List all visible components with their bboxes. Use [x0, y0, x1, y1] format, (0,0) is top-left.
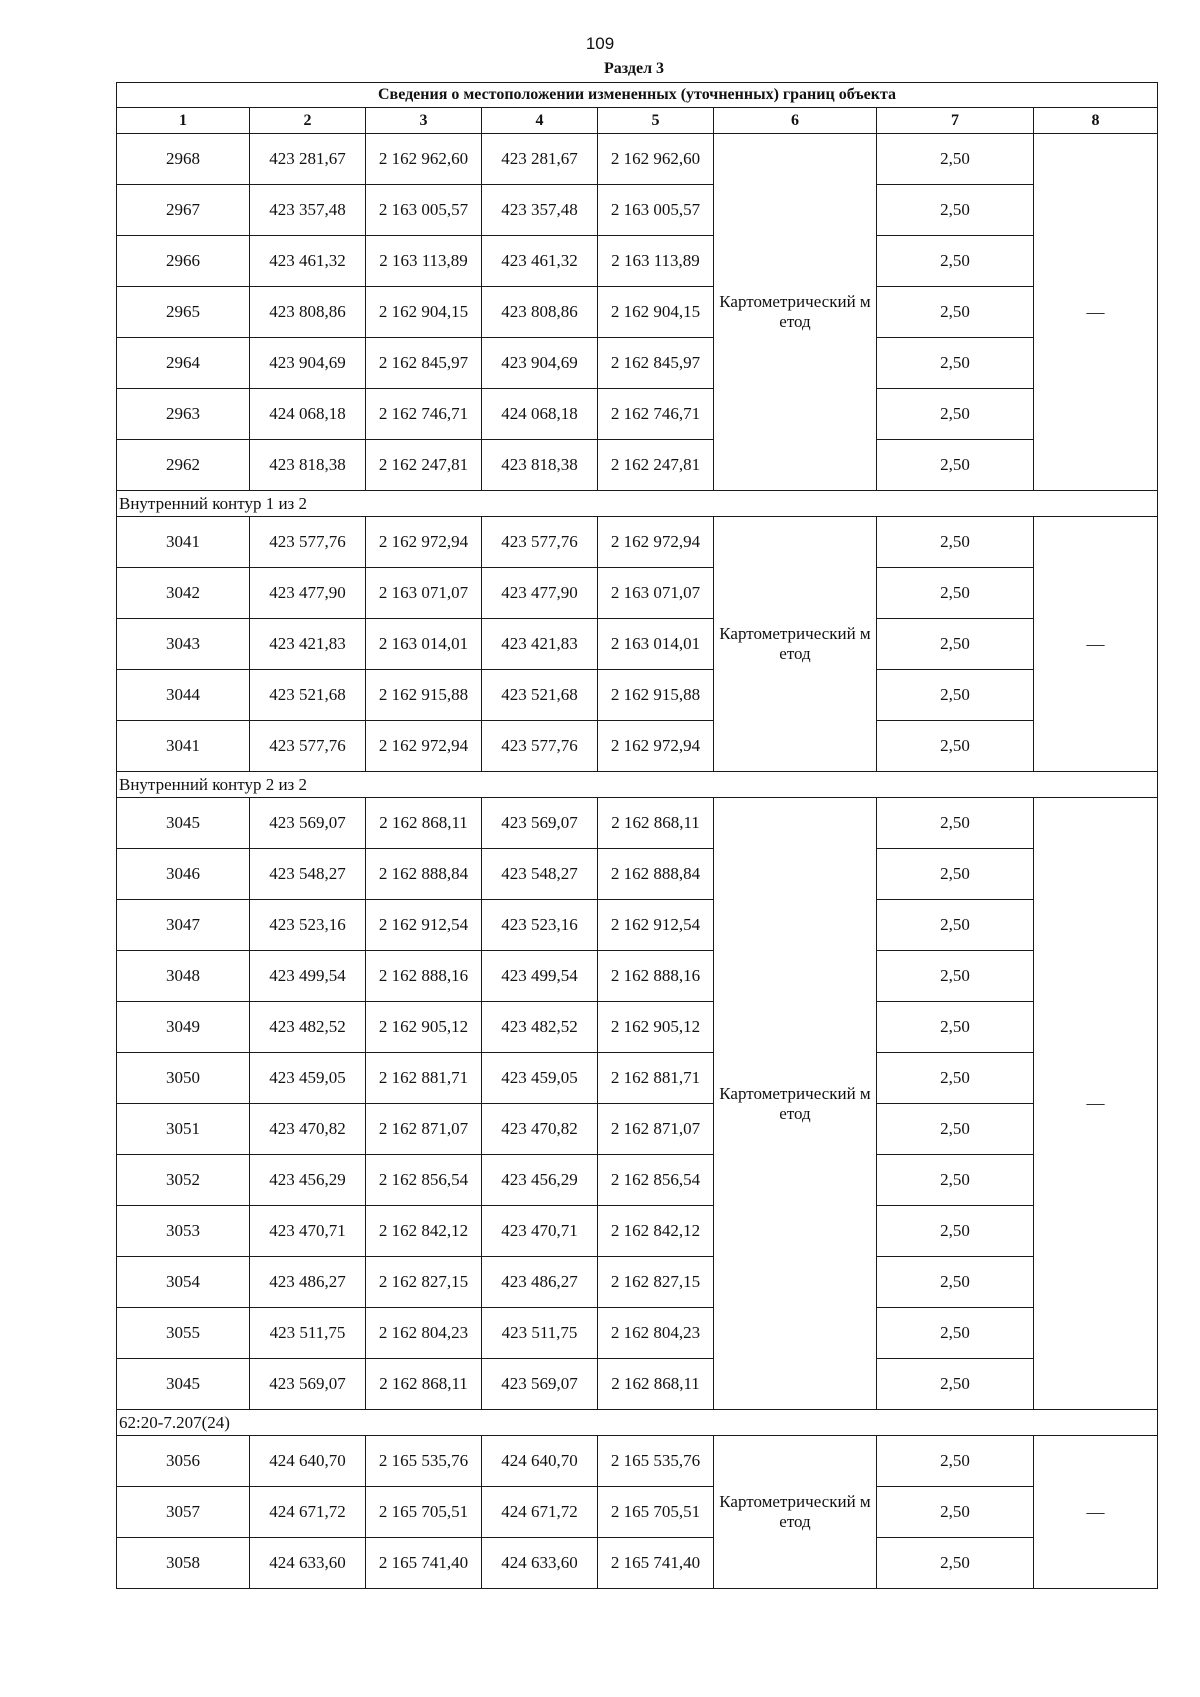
x-refined-cell: 423 499,54 [482, 951, 598, 1002]
accuracy-cell: 2,50 [877, 721, 1034, 772]
y-existing-cell: 2 162 915,88 [366, 670, 482, 721]
x-refined-cell: 423 456,29 [482, 1155, 598, 1206]
accuracy-cell: 2,50 [877, 1538, 1034, 1589]
y-refined-cell: 2 162 888,16 [598, 951, 714, 1002]
y-existing-cell: 2 162 804,23 [366, 1308, 482, 1359]
x-existing-cell: 423 577,76 [250, 721, 366, 772]
y-refined-cell: 2 162 804,23 [598, 1308, 714, 1359]
table-caption: Сведения о местоположении измененных (уточненных) границ объекта [117, 83, 1158, 108]
accuracy-cell: 2,50 [877, 1359, 1034, 1410]
table-row [117, 134, 1158, 185]
accuracy-cell: 2,50 [877, 185, 1034, 236]
x-refined-cell: 423 482,52 [482, 1002, 598, 1053]
y-refined-cell: 2 162 247,81 [598, 440, 714, 491]
x-refined-cell: 423 818,38 [482, 440, 598, 491]
y-refined-cell: 2 163 014,01 [598, 619, 714, 670]
point-number-cell: 3046 [117, 849, 250, 900]
point-number-cell: 3043 [117, 619, 250, 670]
point-number-cell: 3041 [117, 517, 250, 568]
column-8-cell: — [1034, 134, 1158, 491]
y-refined-cell: 2 163 113,89 [598, 236, 714, 287]
accuracy-cell: 2,50 [877, 1308, 1034, 1359]
table-row [117, 568, 1158, 619]
y-refined-cell: 2 162 871,07 [598, 1104, 714, 1155]
point-number-cell: 2962 [117, 440, 250, 491]
y-refined-cell: 2 162 904,15 [598, 287, 714, 338]
x-refined-cell: 423 808,86 [482, 287, 598, 338]
table-row [117, 236, 1158, 287]
y-existing-cell: 2 163 005,57 [366, 185, 482, 236]
y-refined-cell: 2 162 888,84 [598, 849, 714, 900]
x-existing-cell: 423 499,54 [250, 951, 366, 1002]
x-refined-cell: 423 459,05 [482, 1053, 598, 1104]
point-number-cell: 2967 [117, 185, 250, 236]
accuracy-cell: 2,50 [877, 900, 1034, 951]
y-existing-cell: 2 162 881,71 [366, 1053, 482, 1104]
accuracy-cell: 2,50 [877, 287, 1034, 338]
table-body [117, 134, 1158, 1589]
x-existing-cell: 423 456,29 [250, 1155, 366, 1206]
point-number-cell: 2965 [117, 287, 250, 338]
column-number-header: 4 [482, 108, 598, 134]
point-number-cell: 3053 [117, 1206, 250, 1257]
contour-label: Внутренний контур 1 из 2 [117, 491, 1158, 517]
method-cell: Картометрический метод [714, 517, 877, 772]
accuracy-cell: 2,50 [877, 517, 1034, 568]
table-row [117, 1104, 1158, 1155]
y-refined-cell: 2 163 005,57 [598, 185, 714, 236]
table-row [117, 1359, 1158, 1410]
column-8-cell: — [1034, 517, 1158, 772]
table-row [117, 185, 1158, 236]
y-refined-cell: 2 162 912,54 [598, 900, 714, 951]
y-existing-cell: 2 162 871,07 [366, 1104, 482, 1155]
point-number-cell: 3051 [117, 1104, 250, 1155]
x-existing-cell: 423 521,68 [250, 670, 366, 721]
accuracy-cell: 2,50 [877, 951, 1034, 1002]
x-existing-cell: 423 511,75 [250, 1308, 366, 1359]
y-existing-cell: 2 165 535,76 [366, 1436, 482, 1487]
y-refined-cell: 2 165 705,51 [598, 1487, 714, 1538]
table-row [117, 951, 1158, 1002]
x-refined-cell: 424 640,70 [482, 1436, 598, 1487]
x-refined-cell: 423 461,32 [482, 236, 598, 287]
x-refined-cell: 423 577,76 [482, 517, 598, 568]
y-existing-cell: 2 162 247,81 [366, 440, 482, 491]
accuracy-cell: 2,50 [877, 1487, 1034, 1538]
page-number: 109 [585, 34, 615, 53]
y-existing-cell: 2 162 856,54 [366, 1155, 482, 1206]
y-refined-cell: 2 162 868,11 [598, 798, 714, 849]
y-refined-cell: 2 162 842,12 [598, 1206, 714, 1257]
table-row [117, 1206, 1158, 1257]
x-existing-cell: 423 486,27 [250, 1257, 366, 1308]
point-number-cell: 3042 [117, 568, 250, 619]
y-refined-cell: 2 162 915,88 [598, 670, 714, 721]
column-number-header: 7 [877, 108, 1034, 134]
column-number-header: 6 [714, 108, 877, 134]
table-row [117, 1155, 1158, 1206]
point-number-cell: 3047 [117, 900, 250, 951]
table-row [117, 721, 1158, 772]
column-number-header: 2 [250, 108, 366, 134]
table-row [117, 619, 1158, 670]
x-refined-cell: 423 477,90 [482, 568, 598, 619]
x-existing-cell: 424 633,60 [250, 1538, 366, 1589]
section-title: Раздел 3 [603, 60, 665, 77]
point-number-cell: 3058 [117, 1538, 250, 1589]
y-refined-cell: 2 162 845,97 [598, 338, 714, 389]
x-refined-cell: 423 569,07 [482, 1359, 598, 1410]
x-existing-cell: 423 477,90 [250, 568, 366, 619]
column-number-header: 8 [1034, 108, 1158, 134]
y-existing-cell: 2 162 845,97 [366, 338, 482, 389]
x-refined-cell: 424 633,60 [482, 1538, 598, 1589]
x-existing-cell: 423 421,83 [250, 619, 366, 670]
x-refined-cell: 423 357,48 [482, 185, 598, 236]
y-existing-cell: 2 162 842,12 [366, 1206, 482, 1257]
y-refined-cell: 2 162 881,71 [598, 1053, 714, 1104]
x-refined-cell: 423 421,83 [482, 619, 598, 670]
table-row [117, 517, 1158, 568]
accuracy-cell: 2,50 [877, 670, 1034, 721]
x-existing-cell: 423 470,71 [250, 1206, 366, 1257]
table-row [117, 1002, 1158, 1053]
contour-label-row [117, 491, 1158, 517]
x-existing-cell: 423 523,16 [250, 900, 366, 951]
x-existing-cell: 423 548,27 [250, 849, 366, 900]
x-existing-cell: 423 281,67 [250, 134, 366, 185]
y-existing-cell: 2 162 746,71 [366, 389, 482, 440]
point-number-cell: 3049 [117, 1002, 250, 1053]
x-existing-cell: 423 470,82 [250, 1104, 366, 1155]
column-number-header: 1 [117, 108, 250, 134]
contour-label-row [117, 772, 1158, 798]
y-refined-cell: 2 162 746,71 [598, 389, 714, 440]
point-number-cell: 3044 [117, 670, 250, 721]
x-existing-cell: 423 569,07 [250, 798, 366, 849]
x-existing-cell: 424 068,18 [250, 389, 366, 440]
x-existing-cell: 424 671,72 [250, 1487, 366, 1538]
method-cell: Картометрический метод [714, 134, 877, 491]
x-refined-cell: 423 521,68 [482, 670, 598, 721]
table-row [117, 1053, 1158, 1104]
table-row [117, 1257, 1158, 1308]
column-8-cell: — [1034, 798, 1158, 1410]
point-number-cell: 2966 [117, 236, 250, 287]
table-row [117, 338, 1158, 389]
x-refined-cell: 423 470,71 [482, 1206, 598, 1257]
y-existing-cell: 2 162 827,15 [366, 1257, 482, 1308]
y-refined-cell: 2 162 972,94 [598, 517, 714, 568]
x-existing-cell: 423 577,76 [250, 517, 366, 568]
x-refined-cell: 423 569,07 [482, 798, 598, 849]
point-number-cell: 3054 [117, 1257, 250, 1308]
y-refined-cell: 2 162 962,60 [598, 134, 714, 185]
point-number-cell: 3052 [117, 1155, 250, 1206]
x-existing-cell: 423 808,86 [250, 287, 366, 338]
x-refined-cell: 423 904,69 [482, 338, 598, 389]
point-number-cell: 2964 [117, 338, 250, 389]
point-number-cell: 2963 [117, 389, 250, 440]
accuracy-cell: 2,50 [877, 1257, 1034, 1308]
accuracy-cell: 2,50 [877, 568, 1034, 619]
x-refined-cell: 423 281,67 [482, 134, 598, 185]
y-existing-cell: 2 162 905,12 [366, 1002, 482, 1053]
point-number-cell: 3045 [117, 1359, 250, 1410]
y-existing-cell: 2 162 888,16 [366, 951, 482, 1002]
y-refined-cell: 2 162 856,54 [598, 1155, 714, 1206]
table-row [117, 849, 1158, 900]
x-refined-cell: 424 068,18 [482, 389, 598, 440]
y-existing-cell: 2 165 705,51 [366, 1487, 482, 1538]
point-number-cell: 3056 [117, 1436, 250, 1487]
accuracy-cell: 2,50 [877, 798, 1034, 849]
y-existing-cell: 2 165 741,40 [366, 1538, 482, 1589]
column-number-header: 5 [598, 108, 714, 134]
x-refined-cell: 423 470,82 [482, 1104, 598, 1155]
table-row [117, 798, 1158, 849]
table-row [117, 287, 1158, 338]
point-number-cell: 3048 [117, 951, 250, 1002]
y-existing-cell: 2 162 868,11 [366, 798, 482, 849]
accuracy-cell: 2,50 [877, 338, 1034, 389]
accuracy-cell: 2,50 [877, 1155, 1034, 1206]
accuracy-cell: 2,50 [877, 389, 1034, 440]
x-existing-cell: 423 569,07 [250, 1359, 366, 1410]
method-cell: Картометрический метод [714, 798, 877, 1410]
y-refined-cell: 2 162 972,94 [598, 721, 714, 772]
contour-label-row [117, 1410, 1158, 1436]
y-existing-cell: 2 162 972,94 [366, 517, 482, 568]
y-refined-cell: 2 165 741,40 [598, 1538, 714, 1589]
table-row [117, 1487, 1158, 1538]
accuracy-cell: 2,50 [877, 134, 1034, 185]
contour-label: 62:20-7.207(24) [117, 1410, 1158, 1436]
y-existing-cell: 2 163 113,89 [366, 236, 482, 287]
y-refined-cell: 2 162 827,15 [598, 1257, 714, 1308]
point-number-cell: 3041 [117, 721, 250, 772]
y-refined-cell: 2 162 905,12 [598, 1002, 714, 1053]
method-cell: Картометрический метод [714, 1436, 877, 1589]
contour-label: Внутренний контур 2 из 2 [117, 772, 1158, 798]
boundary-table [116, 82, 1158, 1589]
y-existing-cell: 2 162 888,84 [366, 849, 482, 900]
x-existing-cell: 423 357,48 [250, 185, 366, 236]
x-existing-cell: 423 818,38 [250, 440, 366, 491]
x-existing-cell: 423 904,69 [250, 338, 366, 389]
table-row [117, 1436, 1158, 1487]
x-refined-cell: 423 523,16 [482, 900, 598, 951]
x-refined-cell: 423 511,75 [482, 1308, 598, 1359]
table-row [117, 900, 1158, 951]
accuracy-cell: 2,50 [877, 1104, 1034, 1155]
y-existing-cell: 2 162 912,54 [366, 900, 482, 951]
point-number-cell: 3045 [117, 798, 250, 849]
x-existing-cell: 423 459,05 [250, 1053, 366, 1104]
y-existing-cell: 2 162 868,11 [366, 1359, 482, 1410]
column-number-header: 3 [366, 108, 482, 134]
y-existing-cell: 2 162 904,15 [366, 287, 482, 338]
accuracy-cell: 2,50 [877, 1436, 1034, 1487]
x-refined-cell: 423 577,76 [482, 721, 598, 772]
x-existing-cell: 423 482,52 [250, 1002, 366, 1053]
accuracy-cell: 2,50 [877, 440, 1034, 491]
point-number-cell: 2968 [117, 134, 250, 185]
y-refined-cell: 2 163 071,07 [598, 568, 714, 619]
accuracy-cell: 2,50 [877, 236, 1034, 287]
accuracy-cell: 2,50 [877, 1053, 1034, 1104]
x-existing-cell: 423 461,32 [250, 236, 366, 287]
accuracy-cell: 2,50 [877, 1206, 1034, 1257]
y-refined-cell: 2 162 868,11 [598, 1359, 714, 1410]
table-row [117, 440, 1158, 491]
y-refined-cell: 2 165 535,76 [598, 1436, 714, 1487]
x-refined-cell: 424 671,72 [482, 1487, 598, 1538]
point-number-cell: 3050 [117, 1053, 250, 1104]
accuracy-cell: 2,50 [877, 1002, 1034, 1053]
table-row [117, 1308, 1158, 1359]
table-row [117, 670, 1158, 721]
column-8-cell: — [1034, 1436, 1158, 1589]
x-refined-cell: 423 486,27 [482, 1257, 598, 1308]
table-row [117, 1538, 1158, 1589]
point-number-cell: 3055 [117, 1308, 250, 1359]
y-existing-cell: 2 162 962,60 [366, 134, 482, 185]
y-existing-cell: 2 162 972,94 [366, 721, 482, 772]
accuracy-cell: 2,50 [877, 619, 1034, 670]
accuracy-cell: 2,50 [877, 849, 1034, 900]
table-row [117, 389, 1158, 440]
y-existing-cell: 2 163 071,07 [366, 568, 482, 619]
point-number-cell: 3057 [117, 1487, 250, 1538]
x-existing-cell: 424 640,70 [250, 1436, 366, 1487]
x-refined-cell: 423 548,27 [482, 849, 598, 900]
y-existing-cell: 2 163 014,01 [366, 619, 482, 670]
